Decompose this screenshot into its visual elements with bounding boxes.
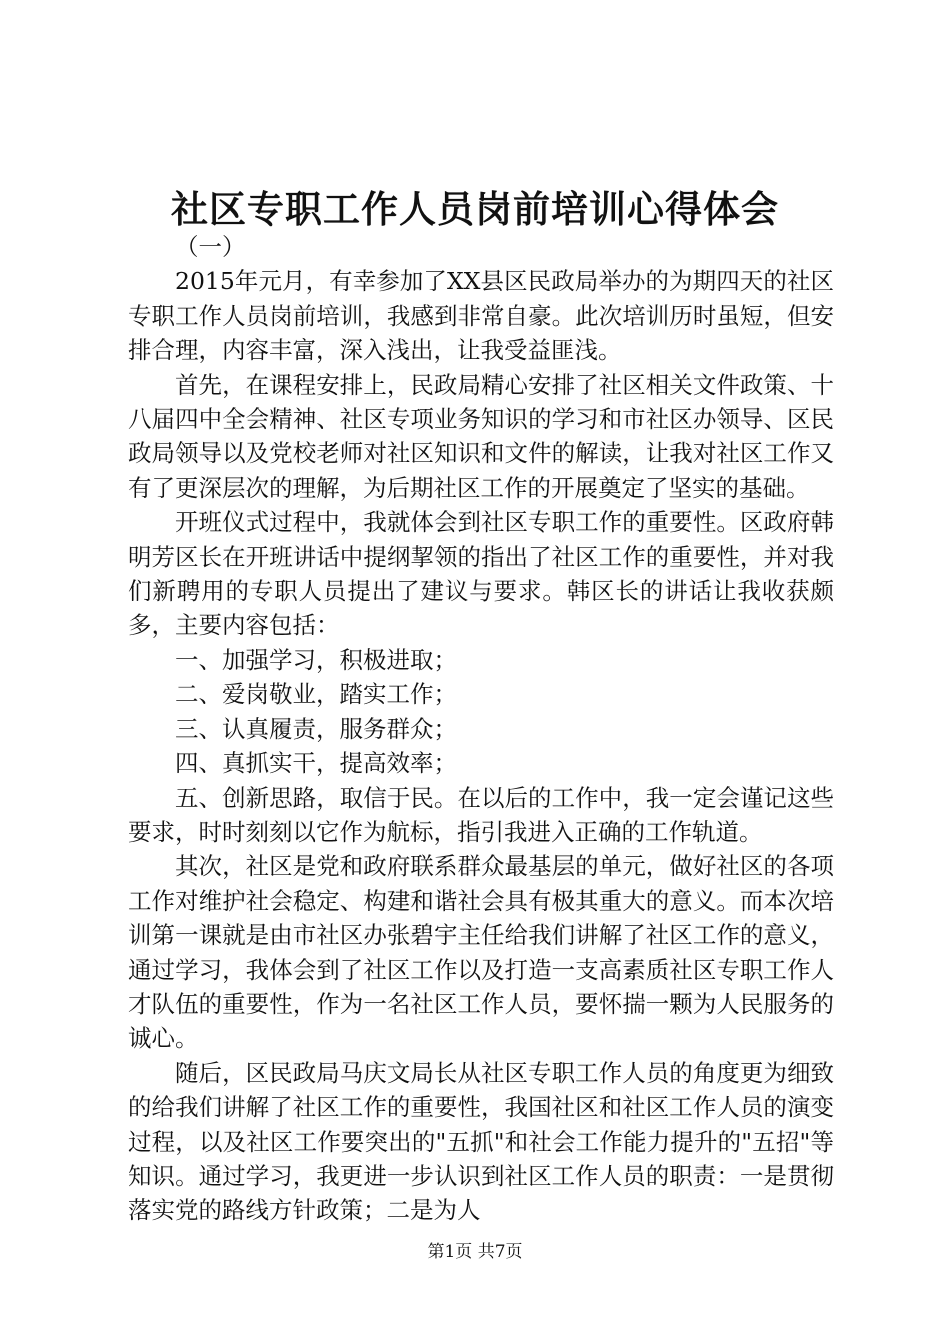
list-item: 五、创新思路，取信于民。在以后的工作中，我一定会谨记这些要求，时时刻刻以它作为航标，指引我进入正确的工作轨道。 bbox=[128, 783, 834, 846]
list-item: 三、认真履责，服务群众； bbox=[175, 714, 457, 743]
paragraph: 2015年元月，有幸参加了XX县区民政局举办的为期四天的社区专职工作人员岗前培训，我感到非常自豪。此次培训历时虽短，但安排合理，内容丰富，深入浅出，让我受益匪浅。 bbox=[128, 267, 834, 365]
list-item: 四、真抓实干，提高效率； bbox=[175, 749, 457, 778]
paragraph: 其次，社区是党和政府联系群众最基层的单元，做好社区的各项工作对维护社会稳定、构建和谐社会具有极其重大的意义。而本次培训第一课就是由市社区办张碧宇主任给我们讲解了社区工作的意义，通过学习，我体会到了社区工作以及打造一支高素质社区专职工作人才队伍的重要性，作为一名社区工作人员，要怀揣一颗为人民服务的诚心。 bbox=[128, 852, 834, 1053]
paragraph: 随后，区民政局马庆文局长从社区专职工作人员的角度更为细致的给我们讲解了社区工作的重要性，我国社区和社区工作人员的演变过程，以及社区工作要突出的"五抓"和社会工作能力提升的"五招"等知识。通过学习，我更进一步认识到社区工作人员的职责：一是贯彻落实党的路线方针政策；二是为人 bbox=[128, 1058, 834, 1225]
list-item: 二、爱岗敬业，踏实工作； bbox=[175, 680, 457, 709]
document-body bbox=[128, 230, 834, 1228]
paragraph: 首先，在课程安排上，民政局精心安排了社区相关文件政策、十八届四中全会精神、社区专项业务知识的学习和市社区办领导、区民政局领导以及党校老师对社区知识和文件的解读，让我对社区工作又有了更深层次的理解，为后期社区工作的开展奠定了坚实的基础。 bbox=[128, 370, 834, 502]
document-title: 社区专职工作人员岗前培训心得体会 bbox=[171, 187, 779, 231]
list-item: 一、加强学习，积极进取； bbox=[175, 645, 457, 674]
paragraph: 开班仪式过程中，我就体会到社区专职工作的重要性。区政府韩明芳区长在开班讲话中提纲挈领的指出了社区工作的重要性，并对我们新聘用的专职人员提出了建议与要求。韩区长的讲话让我收获颇多，主要内容包括： bbox=[128, 508, 834, 640]
page-footer: 第1页 共7页 bbox=[427, 1242, 523, 1262]
section-heading: （一） bbox=[175, 233, 246, 261]
